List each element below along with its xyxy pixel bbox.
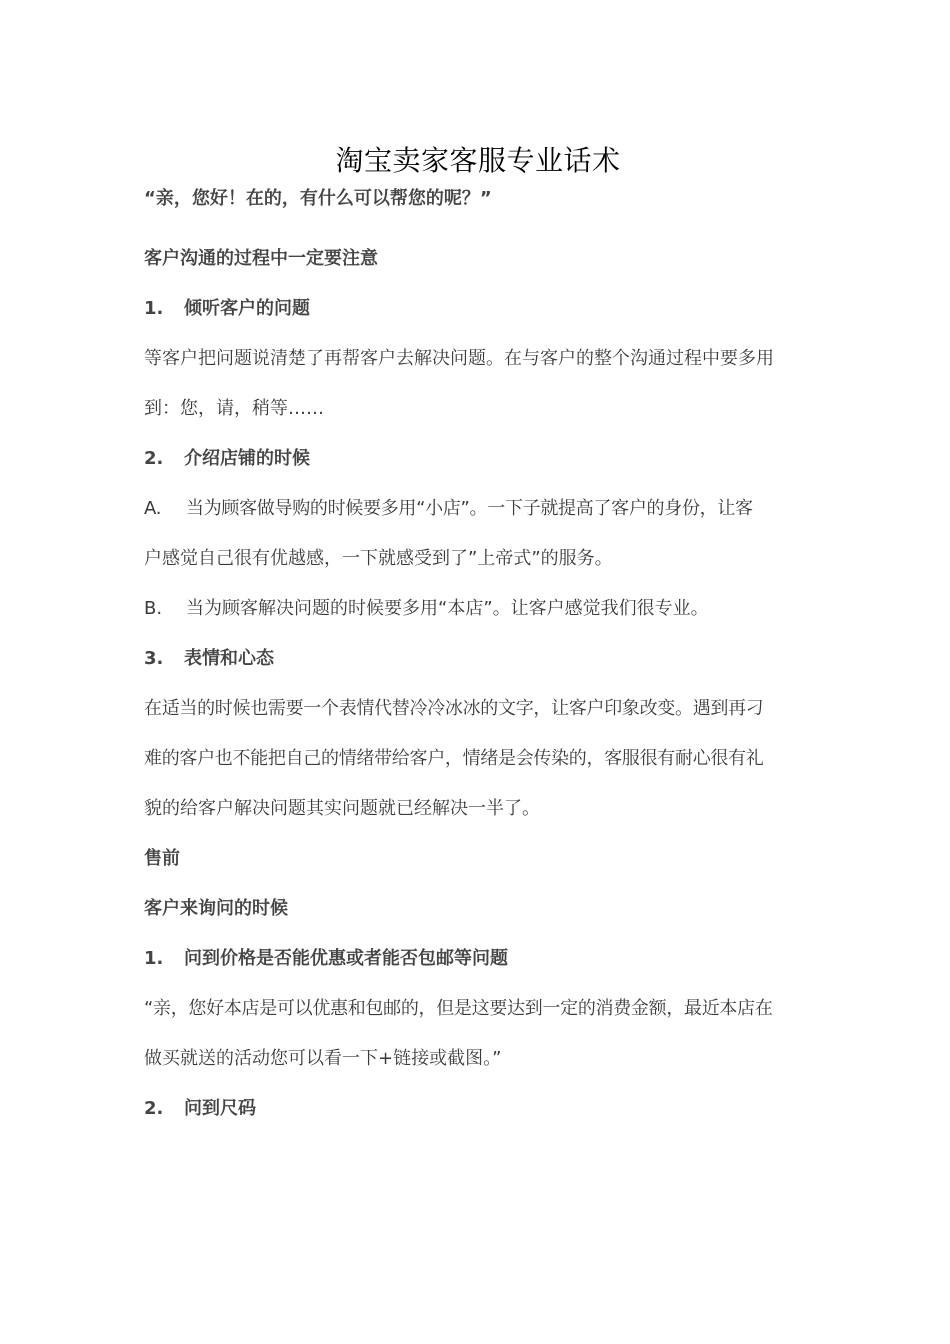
paragraph-line: 貌的给客户解决问题其实问题就已经解决一半了。 [144,798,540,819]
list-item-number: 2. [144,448,164,469]
list-item-heading [144,934,812,984]
sub-item-text: 当为顾客解决问题的时候要多用“本店”。让客户感觉我们很专业。 [186,598,709,619]
sub-item-text: 当为顾客做导购的时候要多用“小店”。一下子就提高了客户的身份，让客 [186,498,753,519]
sub-item-line [144,584,812,634]
sub-item-letter: A. [144,498,162,519]
list-item-title: 倾听客户的问题 [184,298,310,319]
list-item-number: 3. [144,648,164,669]
paragraph-line: 到：您，请，稍等…… [144,398,324,419]
section-heading-communication: 客户沟通的过程中一定要注意 [144,248,378,269]
list-item-heading [144,284,812,334]
list-item-heading [144,1084,812,1134]
list-item-title: 问到价格是否能优惠或者能否包邮等问题 [184,948,508,969]
paragraph-line: 做买就送的活动您可以看一下+链接或截图。” [144,1048,502,1069]
sub-item-letter: B. [144,598,163,619]
list-item-title: 介绍店铺的时候 [184,448,310,469]
paragraph-line: 在适当的时候也需要一个表情代替冷冷冰冰的文字，让客户印象改变。遇到再刁 [144,698,764,719]
list-item-number: 1. [144,298,164,319]
paragraph-line: “亲，您好本店是可以优惠和包邮的，但是这要达到一定的消费金额，最近本店在 [144,998,773,1019]
list-item-title: 表情和心态 [184,648,274,669]
list-item-number: 1. [144,948,164,969]
paragraph-line: 难的客户也不能把自己的情绪带给客户，情绪是会传染的，客服很有耐心很有礼 [144,748,764,769]
paragraph-line: 户感觉自己很有优越感，一下就感受到了”上帝式”的服务。 [144,548,613,569]
section-heading-inquiry: 客户来询问的时候 [144,898,288,919]
greeting-line: “亲，您好！在的，有什么可以帮您的呢？” [144,188,492,209]
section-heading-presale: 售前 [144,848,180,869]
list-item-number: 2. [144,1098,164,1119]
list-item-heading [144,634,812,684]
paragraph-line: 等客户把问题说清楚了再帮客户去解决问题。在与客户的整个沟通过程中要多用 [144,348,774,369]
sub-item-line [144,484,812,534]
document-body [144,138,812,1134]
document-title: 淘宝卖家客服专业话术 [335,144,621,177]
list-item-heading [144,434,812,484]
list-item-title: 问到尺码 [184,1098,256,1119]
